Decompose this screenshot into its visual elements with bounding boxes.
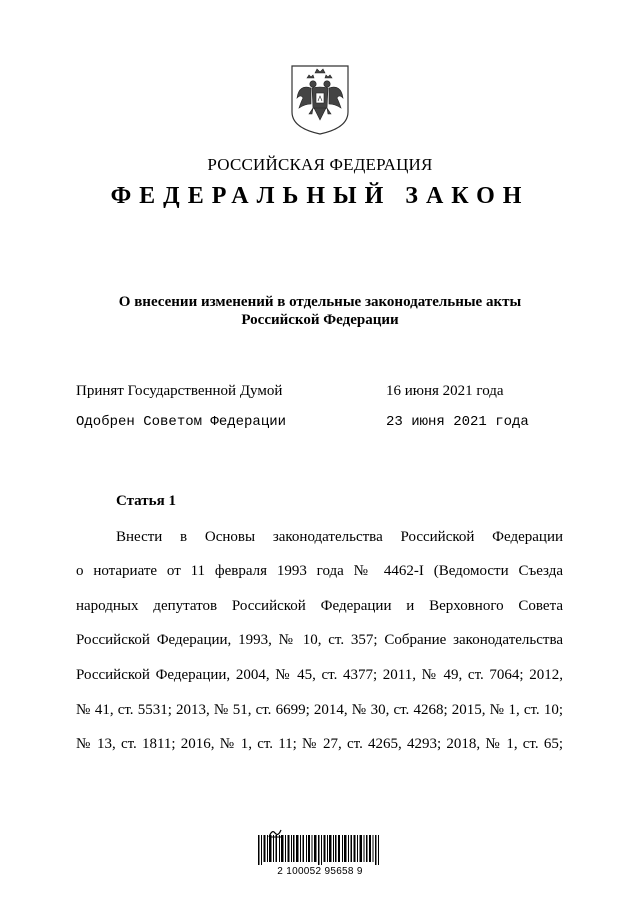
approved-date: 23 июня 2021 года	[386, 414, 529, 430]
barcode-mark-icon	[268, 825, 282, 835]
coat-of-arms-icon	[289, 64, 351, 136]
body-text-line: народных депутатов Российской Федерации и Верховного Совета	[76, 598, 563, 614]
barcode	[255, 825, 385, 881]
article-heading: Статья 1	[116, 493, 176, 509]
body-text-line: Внести в Основы законодательства Российской Федерации	[116, 529, 563, 545]
body-text-line: о нотариате от 11 февраля 1993 года № 4462-I (Ведомости Съезда	[76, 563, 563, 579]
barcode-number: 2 100052 95658 9	[277, 866, 363, 877]
adopted-date: 16 июня 2021 года	[386, 383, 504, 399]
body-text-line: Российской Федерации, 2004, № 45, ст. 4377; 2011, № 49, ст. 7064; 2012,	[76, 667, 563, 683]
document-type: ФЕДЕРАЛЬНЫЙ ЗАКОН	[110, 183, 530, 209]
country-name: РОССИЙСКАЯ ФЕДЕРАЦИЯ	[207, 155, 433, 174]
body-text-line: № 13, ст. 1811; 2016, № 1, ст. 11; № 27, ст. 4265, 4293; 2018, № 1, ст. 65;	[76, 736, 563, 752]
body-text-line: Российской Федерации, 1993, № 10, ст. 357; Собрание законодательства	[76, 632, 563, 648]
approved-label: Одобрен Советом Федерации	[76, 414, 287, 430]
body-text-line: № 41, ст. 5531; 2013, № 51, ст. 6699; 2014, № 30, ст. 4268; 2015, № 1, ст. 10;	[76, 702, 563, 718]
law-title-line-1: О внесении изменений в отдельные законодательные акты	[118, 294, 522, 310]
adopted-label: Принят Государственной Думой	[76, 383, 283, 399]
law-title-line-2: Российской Федерации	[241, 312, 399, 328]
barcode-icon	[258, 835, 380, 865]
